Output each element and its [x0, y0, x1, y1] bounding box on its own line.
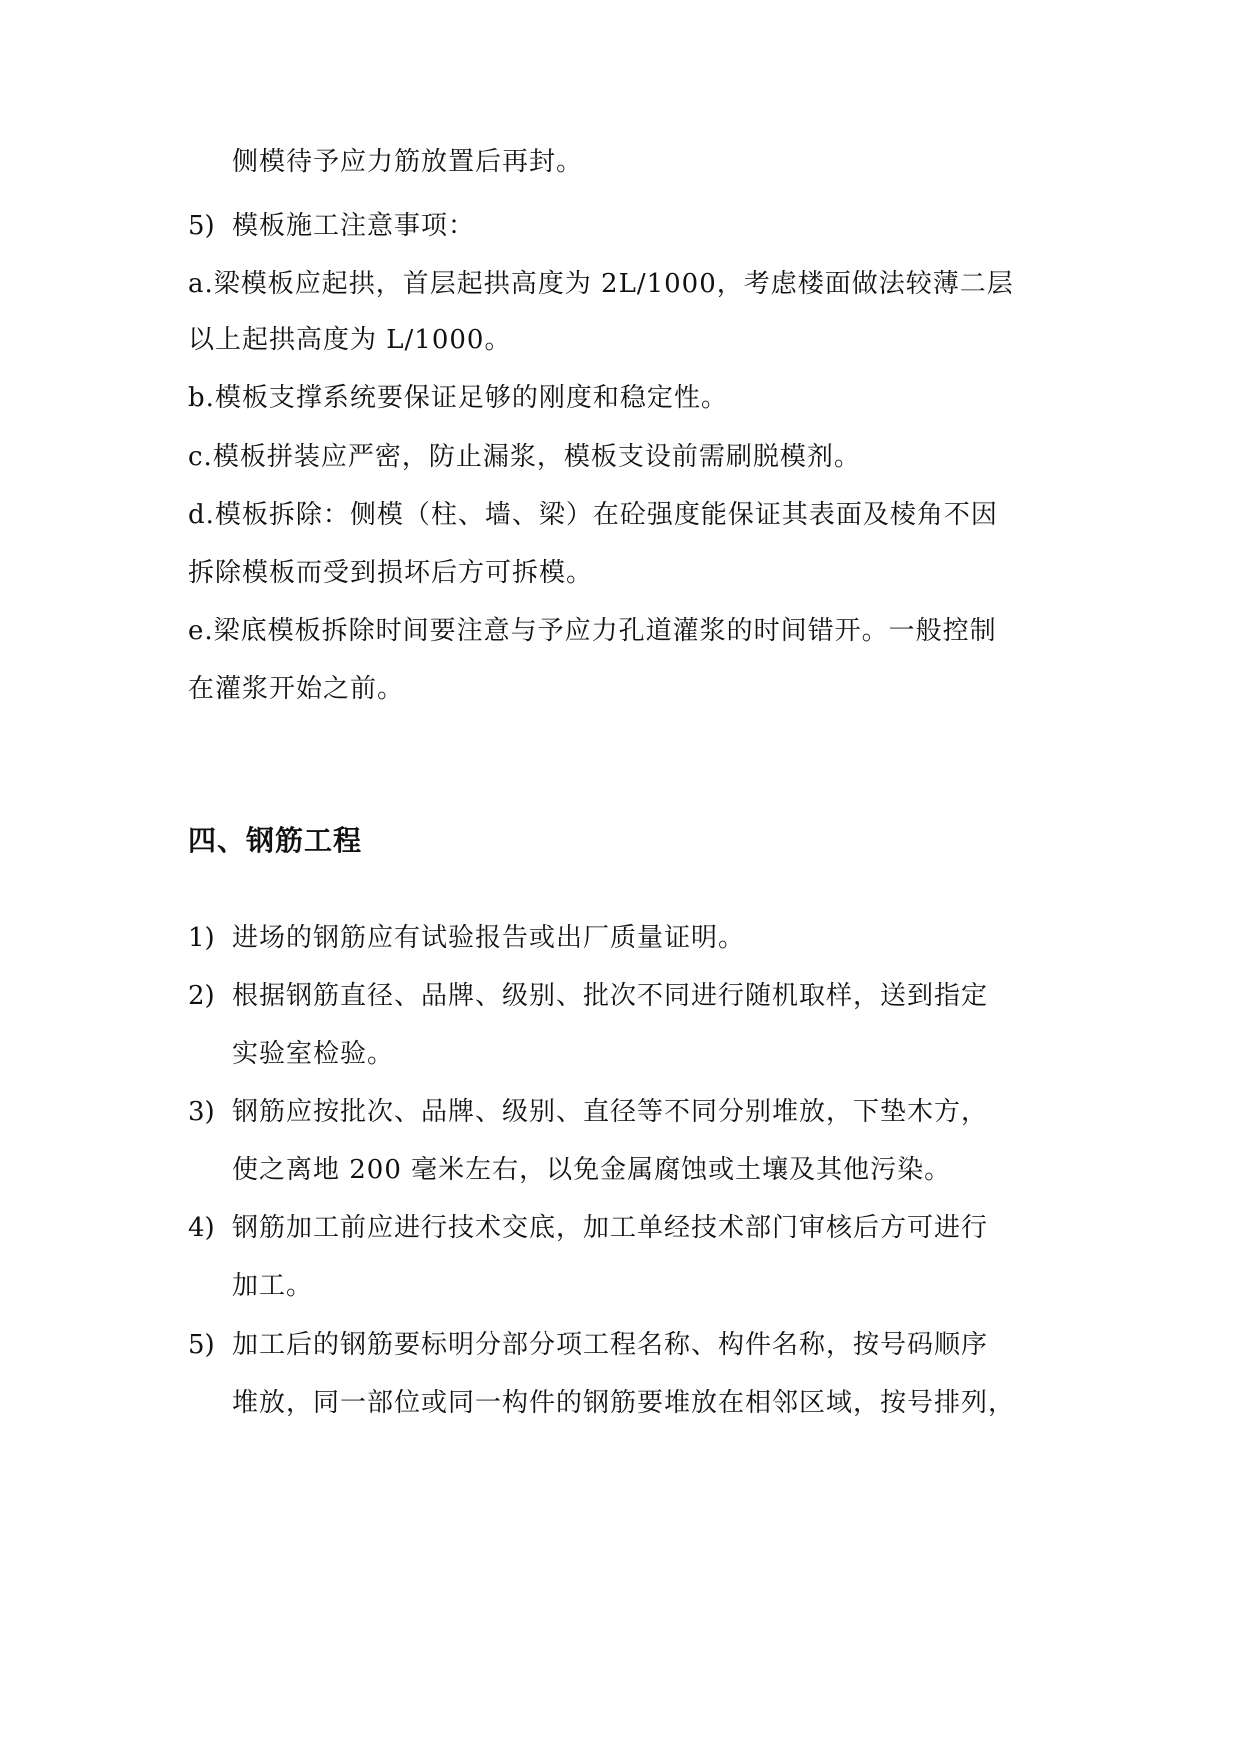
list-number: 1): [188, 923, 215, 953]
section-heading: 四、钢筋工程: [188, 824, 363, 857]
paragraph-line: e.梁底模板拆除时间要注意与予应力孔道灌浆的时间错开。一般控制: [188, 616, 997, 646]
list-number: 5): [188, 1330, 215, 1360]
list-item-text: 使之离地 200 毫米左右，以免金属腐蚀或土壤及其他污染。: [232, 1155, 952, 1185]
paragraph-line: 拆除模板而受到损坏后方可拆模。: [188, 558, 594, 588]
paragraph-line: d.模板拆除：侧模（柱、墙、梁）在砼强度能保证其表面及棱角不因: [188, 500, 998, 530]
list-item-text: 进场的钢筋应有试验报告或出厂质量证明。: [232, 923, 746, 953]
paragraph-line: 在灌浆开始之前。: [188, 674, 405, 704]
list-item-text: 加工后的钢筋要标明分部分项工程名称、构件名称，按号码顺序: [232, 1330, 989, 1360]
list-item-text: 根据钢筋直径、品牌、级别、批次不同进行随机取样，送到指定: [232, 981, 989, 1011]
list-item-text: 钢筋应按批次、品牌、级别、直径等不同分别堆放，下垫木方，: [232, 1097, 989, 1127]
list-item-text: 堆放，同一部位或同一构件的钢筋要堆放在相邻区域，按号排列，: [232, 1388, 1016, 1418]
list-item-text: 模板施工注意事项：: [232, 211, 476, 241]
continuation-line: 侧模待予应力筋放置后再封。: [232, 147, 584, 177]
list-number: 5): [188, 211, 215, 241]
list-number: 4): [188, 1213, 215, 1243]
paragraph-line: 以上起拱高度为 L/1000。: [188, 325, 512, 355]
list-item-text: 加工。: [232, 1271, 314, 1301]
list-item-text: 实验室检验。: [232, 1039, 395, 1069]
paragraph-line: b.模板支撑系统要保证足够的刚度和稳定性。: [188, 383, 728, 413]
list-item-text: 钢筋加工前应进行技术交底，加工单经技术部门审核后方可进行: [232, 1213, 989, 1243]
paragraph-line: a.梁模板应起拱，首层起拱高度为 2L/1000，考虑楼面做法较薄二层: [188, 269, 1014, 299]
list-number: 2): [188, 981, 215, 1011]
paragraph-line: c.模板拼装应严密，防止漏浆，模板支设前需刷脱模剂。: [188, 442, 861, 472]
list-number: 3): [188, 1097, 215, 1127]
